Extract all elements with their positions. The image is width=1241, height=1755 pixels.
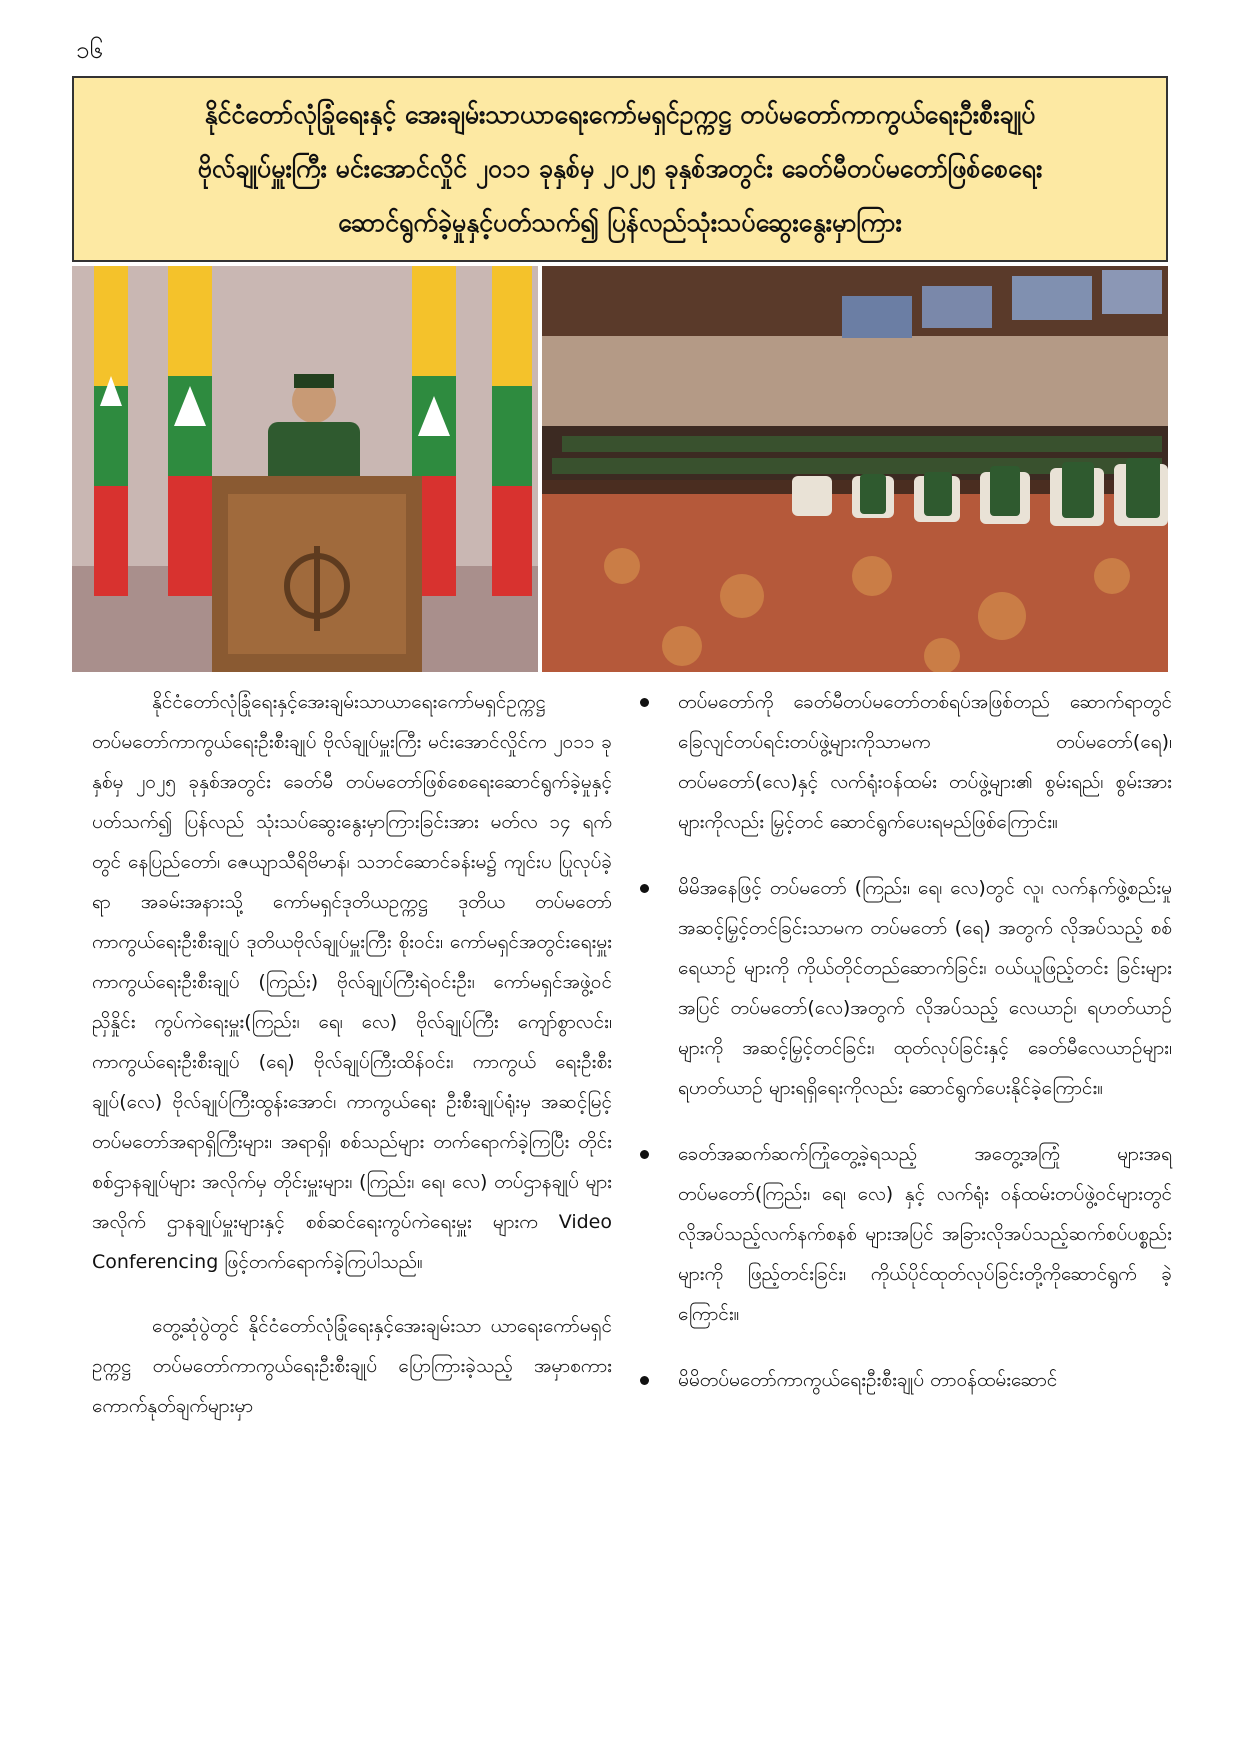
photo-strip	[72, 266, 1168, 672]
bullet-item	[632, 682, 1172, 842]
bullet-item	[632, 868, 1172, 1108]
page-number: ၁၆	[76, 36, 103, 64]
bullet-item	[632, 1134, 1172, 1334]
flag-2	[168, 266, 212, 596]
title-line-2: ဗိုလ်ချုပ်မှူးကြီး မင်းအောင်လှိုင် ၂၀၁၁ ခုနှစ်မှ ၂၀၂၅ ခုနှစ်အတွင်း ခေတ်မီတပ်မတော်ဖြစ်စေရေး	[197, 154, 1043, 183]
title-box	[72, 76, 1168, 262]
right-column	[632, 682, 1172, 1426]
left-column	[92, 682, 612, 1450]
title-line-3: ဆောင်ရွက်ခဲ့မှုနှင့်ပတ်သက်၍ ပြန်လည်သုံးသပ်ဆွေးနွေးမှာကြား	[338, 208, 902, 237]
flag-1	[94, 266, 128, 596]
flag-4	[492, 266, 532, 596]
podium	[212, 476, 422, 672]
bullet-icon	[640, 1376, 649, 1385]
photo-speaker-at-podium	[72, 266, 538, 672]
bullet-icon	[640, 698, 649, 707]
bullet-text: မိမိအနေဖြင့် တပ်မတော် (ကြည်း၊ ရေ၊ လေ)တွင် လူ၊ လက်နက်ဖွဲ့စည်းမှု အဆင့်မြှင့်တင်ခြင်းသာမက တပ်မတော် (ရေ) အတွက် လိုအပ်သည့် စစ်ရေယာဉ် များကို ကိုယ်တိုင်တည်ဆောက်ခြင်း၊ ဝယ်ယူဖြည့်တင်း ခြင်းများအပြင် တပ်မတော်(လေ)အတွက် လိုအပ်သည့် လေယာဉ်၊ ရဟတ်ယာဉ်များကို အဆင့်မြှင့်တင်ခြင်း၊ ထုတ်လုပ်ခြင်းနှင့် ခေတ်မီလေယာဉ်များ၊ ရဟတ်ယာဉ် များရရှိရေးကိုလည်း ဆောင်ရွက်ပေးနိုင်ခဲ့ကြောင်း။	[678, 877, 1172, 1099]
article-paragraph: နိုင်ငံတော်လုံခြုံရေးနှင့်အေးချမ်းသာယာရေးကော်မရှင်ဥက္ကဋ္ဌ တပ်မတော်ကာကွယ်ရေးဦးစီးချုပ် ဗိုလ်ချုပ်မှူးကြီး မင်းအောင်လှိုင်က ၂၀၁၁ ခုနှစ်မှ ၂၀၂၅ ခုနှစ်အတွင်း ခေတ်မီ တပ်မတော်ဖြစ်စေရေးဆောင်ရွက်ခဲ့မှုနှင့်ပတ်သက်၍ ပြန်လည် သုံးသပ်ဆွေးနွေးမှာကြားခြင်းအား မတ်လ ၁၄ ရက်တွင် နေပြည်တော်၊ ဇေယျာသီရိဗိမာန်၊ သဘင်ဆောင်ခန်းမ၌ ကျင်းပ ပြုလုပ်ခဲ့ရာ အခမ်းအနားသို့ ကော်မရှင်ဒုတိယဥက္ကဋ္ဌ ဒုတိယ တပ်မတော်ကာကွယ်ရေးဦးစီးချုပ် ဒုတိယဗိုလ်ချုပ်မှူးကြီး စိုးဝင်း၊ ကော်မရှင်အတွင်းရေးမှူး ကာကွယ်ရေးဦးစီးချုပ် (ကြည်း) ဗိုလ်ချုပ်ကြီးရဲဝင်းဦး၊ ကော်မရှင်အဖွဲ့ဝင် ညှိနှိုင်း ကွပ်ကဲရေးမှူး(ကြည်း၊ ရေ၊ လေ) ဗိုလ်ချုပ်ကြီး ကျော်စွာလင်း၊ ကာကွယ်ရေးဦးစီးချုပ် (ရေ) ဗိုလ်ချုပ်ကြီးထိန်ဝင်း၊ ကာကွယ် ရေးဦးစီးချုပ်(လေ) ဗိုလ်ချုပ်ကြီးထွန်းအောင်၊ ကာကွယ်ရေး ဦးစီးချုပ်ရုံးမှ အဆင့်မြင့်တပ်မတော်အရာရှိကြီးများ၊ အရာရှိ၊ စစ်သည်များ တက်ရောက်ခဲ့ကြပြီး တိုင်းစစ်ဌာနချုပ်များ အလိုက်မှ တိုင်းမှူးများ၊ (ကြည်း၊ ရေ၊ လေ) တပ်ဌာနချုပ် များအလိုက် ဌာနချုပ်မှူးများနှင့် စစ်ဆင်ရေးကွပ်ကဲရေးမှူး များက Video Conferencing ဖြင့်တက်ရောက်ခဲ့ကြပါသည်။	[92, 691, 612, 1273]
title-line-1: နိုင်ငံတော်လုံခြုံရေးနှင့် အေးချမ်းသာယာရေးကော်မရှင်ဥက္ကဋ္ဌ တပ်မတော်ကာကွယ်ရေးဦးစီးချုပ်	[204, 100, 1036, 129]
bullet-text: ခေတ်အဆက်ဆက်ကြုံတွေ့ခဲ့ရသည့် အတွေ့အကြုံ များအရ တပ်မတော်(ကြည်း၊ ရေ၊ လေ) နှင့် လက်ရုံး ဝန်ထမ်းတပ်ဖွဲ့ဝင်များတွင် လိုအပ်သည့်လက်နက်စနစ် များအပြင် အခြားလိုအပ်သည့်ဆက်စပ်ပစ္စည်းများကို ဖြည့်တင်းခြင်း၊ ကိုယ်ပိုင်ထုတ်လုပ်ခြင်းတို့ကိုဆောင်ရွက် ခဲ့ကြောင်း။	[678, 1143, 1172, 1325]
bullet-text: မိမိတပ်မတော်ကာကွယ်ရေးဦးစီးချုပ် တာဝန်ထမ်းဆောင်	[678, 1369, 1058, 1391]
bullet-list	[632, 682, 1172, 1400]
bullet-icon	[640, 1150, 649, 1159]
article-paragraph: တွေ့ဆုံပွဲတွင် နိုင်ငံတော်လုံခြုံရေးနှင့်အေးချမ်းသာ ယာရေးကော်မရှင်ဥက္ကဋ္ဌ တပ်မတော်ကာကွယ်ရေးဦးစီးချုပ် ပြောကြားခဲ့သည့် အမှာစကားကောက်နုတ်ချက်များမှာ	[92, 1315, 612, 1417]
bullet-icon	[640, 884, 649, 893]
bullet-text: တပ်မတော်ကို ခေတ်မီတပ်မတော်တစ်ရပ်အဖြစ်တည် ဆောက်ရာတွင် ခြေလျင်တပ်ရင်းတပ်ဖွဲ့များကိုသာမက တပ်မတော်(ရေ)၊ တပ်မတော်(လေ)နှင့် လက်ရုံးဝန်ထမ်း တပ်ဖွဲ့များ၏ စွမ်းရည်၊ စွမ်းအားများကိုလည်း မြှင့်တင် ဆောင်ရွက်ပေးရမည်ဖြစ်ကြောင်း။	[678, 691, 1172, 833]
bullet-item	[632, 1360, 1172, 1400]
photo-auditorium-audience	[542, 266, 1168, 672]
